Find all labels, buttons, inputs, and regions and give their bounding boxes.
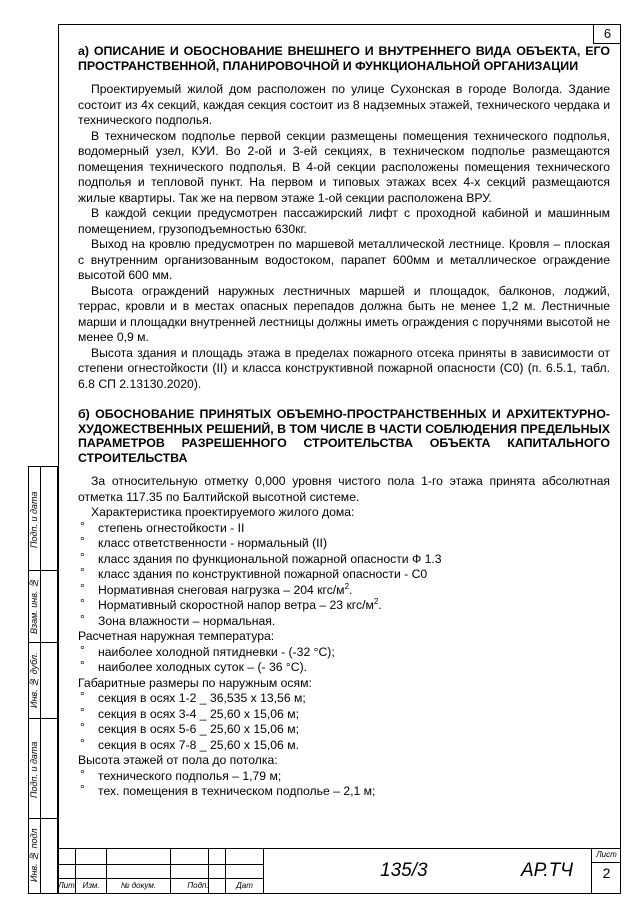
- heights-title: Высота этажей от пола до потолка:: [78, 753, 278, 767]
- list-item: ° класс здания по функциональной пожарной опасности Ф 1.3: [78, 552, 610, 568]
- paragraph: В техническом подполье первой секции размещены помещения технического подполья, водомерный узел, КУИ. Во 2-ой и 3-ей секциях, в техническом подполье размещаются помещения технического подполья. В 4-ой секции расположены помещения технического подполья и тепловой пункт. На первом и типовых этажах всех 4-х секций размещаются жилые квартиры. Так же на первом этаже 1-ой секции расположена ВРУ.: [78, 128, 610, 205]
- temperature-list: [78, 645, 610, 676]
- side-label: Подп. и дата: [29, 491, 39, 549]
- list-item: ° степень огнестойкости - II: [78, 521, 610, 537]
- list-item: ° наиболее холодной пятидневки - (-32 °С);: [78, 645, 610, 661]
- characteristics-title: Характеристика проектируемого жилого дома:: [91, 505, 355, 519]
- list-item: ° класс ответственности - нормальный (II): [78, 536, 610, 552]
- dimensions-title: Габаритные размеры по наружным осям:: [78, 675, 312, 690]
- side-divider: [28, 642, 58, 643]
- side-divider: [28, 570, 58, 571]
- side-divider: [28, 818, 58, 819]
- list-item: ° секция в осях 5-6 _ 25,60 х 15,06 м;: [78, 722, 610, 738]
- tb-col-label: № докум.: [120, 881, 157, 890]
- tb-line: [263, 848, 264, 894]
- tb-line: [58, 848, 621, 849]
- sheet-number: 2: [602, 865, 611, 881]
- superscript: 2: [344, 581, 350, 591]
- section-b-heading: б) ОБОСНОВАНИЕ ПРИНЯТЫХ ОБЪЕМНО-ПРОСТРАНСТВЕННЫХ И АРХИТЕКТУРНО-ХУДОЖЕСТВЕННЫХ РЕШЕНИЙ, В ТОМ ЧИСЛЕ В ЧАСТИ СОБЛЮДЕНИЯ ПРЕДЕЛЬНЫХ ПАРАМЕТРОВ РАЗРЕШЕННОГО СТРОИТЕЛЬСТВА ОБЪЕКТА КАПИТАЛЬНОГО СТРОИТЕЛЬСТВА: [78, 407, 610, 465]
- side-label: Взам. инв. №: [29, 578, 39, 634]
- tb-col-label: Изм.: [82, 881, 100, 890]
- list-item: ° секция в осях 3-4 _ 25,60 х 15,06 м;: [78, 707, 610, 723]
- list-item: ° Нормативная снеговая нагрузка – 204 кгс/$м^2$.: [78, 583, 610, 599]
- paragraph: Высота ограждений наружных лестничных маршей и площадок, балконов, лоджий, террас, кровли и в местах опасных перепадов должна быть не менее 1,2 м. Лестничные марши и площадки внутренней лестницы должны иметь ограждения с поручнями высотой не менее 0,9 м.: [78, 283, 611, 344]
- list-item: ° секция в осях 1-2 _ 36,535 х 13,56 м;: [78, 691, 610, 707]
- wind-pressure: Нормативный скоростной напор ветра – 23 кгс/м: [98, 598, 374, 612]
- intro-paragraph: За относительную отметку 0,000 уровня чистого пола 1-го этажа принята абсолютная отметка 117.35 по Балтийской высотной системе.: [78, 474, 610, 504]
- side-divider: [28, 718, 58, 719]
- page-number: 6: [593, 24, 621, 44]
- dimensions-list: [78, 691, 610, 753]
- title-block: [58, 848, 621, 894]
- tb-line: [58, 878, 263, 879]
- list-item: ° класс здания по конструктивной пожарной опасности - С0: [78, 567, 610, 583]
- characteristics-list: [78, 521, 610, 630]
- paragraph: Высота здания и площадь этажа в пределах пожарного отсека приняты в зависимости от степени огнестойкости (II) и класса конструктивной пожарной опасности (С0) (п. 6.5.1, табл. 6.8 СП 2.13130.2020).: [78, 345, 610, 391]
- paragraph: В каждой секции предусмотрен пассажирский лифт с проходной кабиной и машинным помещением, грузоподъемностью 630кг.: [78, 206, 610, 236]
- side-divider: [28, 466, 58, 467]
- tb-col-label: Дат: [236, 881, 253, 890]
- list-item: ° секция в осях 7-8 _ 25,60 х 15,06 м.: [78, 738, 610, 754]
- section-a-heading: а) ОПИСАНИЕ И ОБОСНОВАНИЕ ВНЕШНЕГО И ВНУТРЕННЕГО ВИДА ОБЪЕКТА, ЕГО ПРОСТРАНСТВЕННОЙ, ПЛАНИРОВОЧНОЙ И ФУНКЦИОНАЛЬНОЙ ОРГАНИЗАЦИИ: [78, 44, 610, 73]
- tb-line: [591, 862, 621, 863]
- temperature-title: Расчетная наружная температура:: [78, 629, 275, 643]
- side-label: Подп. и дата: [29, 741, 39, 799]
- side-divider: [28, 893, 58, 894]
- document-type: АР.ТЧ: [521, 860, 574, 881]
- tb-line: [58, 864, 263, 865]
- paragraph: Проектируемый жилой дом расположен по улице Сухонская в городе Вологда. Здание состоит из 4х секций, каждая секция состоит из 8 надземных этажей, технического чердака и технического подполья.: [78, 82, 610, 127]
- tb-col-label: Лит: [58, 881, 75, 890]
- side-label: Инв. № подл: [29, 828, 39, 882]
- side-label: Инв. № дубл.: [29, 652, 39, 708]
- tb-col-label: Подп.: [187, 881, 209, 890]
- snow-load: Нормативная снеговая нагрузка – 204 кгс/м: [98, 582, 345, 597]
- list-item: ° технического подполья – 1,79 м;: [78, 769, 610, 785]
- list-item: ° тех. помещения в техническом подполье – 2,1 м;: [78, 784, 610, 800]
- superscript: 2: [373, 596, 379, 606]
- paragraph: Выход на кровлю предусмотрен по маршевой металлической лестнице. Кровля – плоская с внутренним организованным водостоком, парапет 600мм и металлическое ограждение высотой 600 мм.: [78, 237, 610, 282]
- sheet-label: Лист: [596, 850, 617, 859]
- list-item: ° Нормативный скоростной напор ветра – 23 кгс/$м^2$.: [78, 598, 610, 614]
- heights-list: [78, 769, 610, 800]
- list-item: ° наиболее холодных суток – (- 36 °С).: [78, 660, 610, 676]
- document-body: [78, 44, 610, 800]
- project-code: 135/3: [380, 860, 428, 881]
- list-item: ° Зона влажности – нормальная.: [78, 614, 610, 630]
